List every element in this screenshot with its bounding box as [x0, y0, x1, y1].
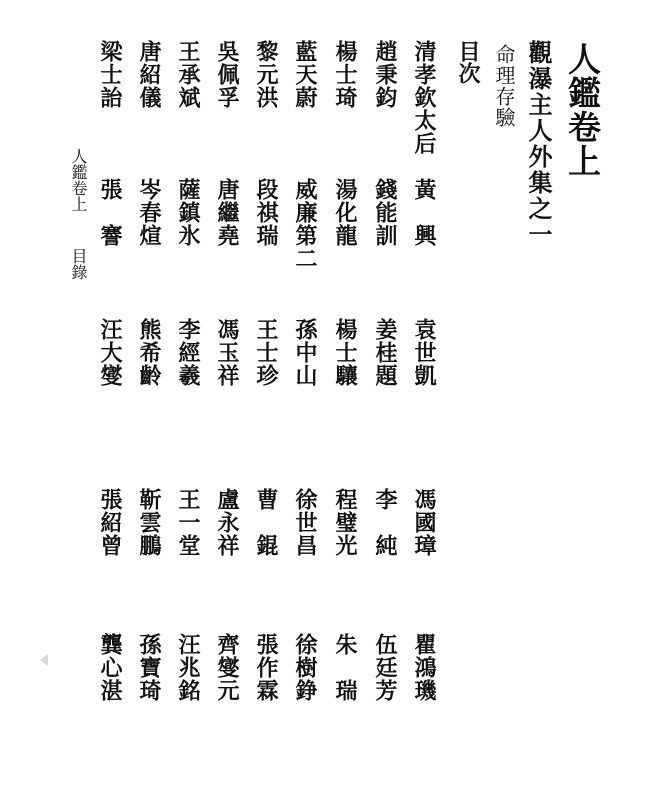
contents-name: 楊士琦 — [332, 40, 358, 109]
contents-name: 岑春煊 — [136, 178, 162, 247]
contents-name: 薩鎮氷 — [175, 178, 201, 247]
contents-name: 藍天蔚 — [292, 40, 318, 109]
contents-name: 王士珍 — [253, 318, 279, 387]
contents-name: 熊希齡 — [136, 318, 162, 387]
contents-name: 趙秉鈞 — [372, 40, 398, 109]
page-turn-arrow-icon — [40, 654, 48, 666]
contents-name: 吳佩孚 — [214, 40, 240, 109]
contents-name: 王承斌 — [175, 40, 201, 109]
contents-name: 錢能訓 — [372, 178, 398, 247]
section-heading: 命理存驗 — [492, 44, 516, 128]
contents-name: 伍廷芳 — [372, 633, 398, 702]
contents-name: 唐繼堯 — [214, 178, 240, 247]
contents-name: 李 純 — [372, 488, 398, 557]
contents-name: 湯化龍 — [332, 178, 358, 247]
contents-name: 袁世凱 — [411, 318, 437, 387]
contents-name: 徐樹錚 — [292, 633, 318, 702]
contents-name: 孫中山 — [292, 318, 318, 387]
contents-name: 王一堂 — [175, 488, 201, 557]
contents-name: 張作霖 — [253, 633, 279, 702]
contents-name: 張紹曾 — [97, 488, 123, 557]
contents-name: 張 謇 — [97, 178, 123, 247]
contents-name: 齊燮元 — [214, 633, 240, 702]
contents-name: 孫寶琦 — [136, 633, 162, 702]
contents-name: 馮玉祥 — [214, 318, 240, 387]
contents-name: 姜桂題 — [372, 318, 398, 387]
margin-note-title: 人鑑卷上 — [69, 148, 88, 212]
book-title: 人鑑卷上 — [563, 42, 602, 178]
contents-name: 程璧光 — [332, 488, 358, 557]
contents-name: 清孝欽太后 — [411, 40, 437, 155]
margin-note — [70, 148, 86, 280]
contents-name: 朱 瑞 — [332, 633, 358, 702]
margin-note-label: 目錄 — [69, 248, 88, 280]
contents-name: 梁士詒 — [97, 40, 123, 109]
contents-name: 威廉第二 — [292, 178, 318, 270]
contents-name: 靳雲鵬 — [136, 488, 162, 557]
book-subtitle: 觀瀑主人外集之一 — [524, 40, 553, 248]
contents-name: 唐紹儀 — [136, 40, 162, 109]
contents-name: 徐世昌 — [292, 488, 318, 557]
contents-name: 盧永祥 — [214, 488, 240, 557]
contents-name: 黃 興 — [411, 178, 437, 247]
contents-name: 李經羲 — [175, 318, 201, 387]
contents-name: 龔心湛 — [97, 633, 123, 702]
contents-name: 段祺瑞 — [253, 178, 279, 247]
contents-name: 汪大燮 — [97, 318, 123, 387]
contents-name: 瞿鴻璣 — [411, 633, 437, 702]
contents-name: 曹 錕 — [253, 488, 279, 557]
contents-name: 黎元洪 — [253, 40, 279, 109]
contents-name: 馮國璋 — [411, 488, 437, 557]
contents-name: 汪兆銘 — [175, 633, 201, 702]
contents-label: 目次 — [455, 40, 481, 84]
contents-name: 楊士驤 — [332, 318, 358, 387]
